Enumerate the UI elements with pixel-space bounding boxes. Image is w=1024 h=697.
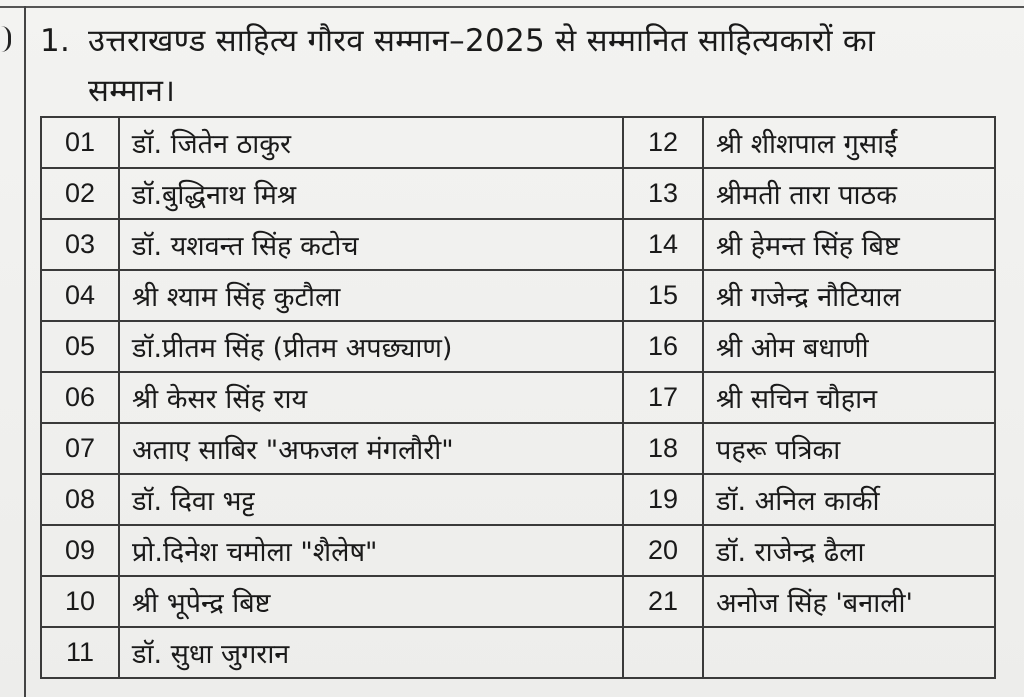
honorees-table <box>40 116 996 679</box>
serial-number-cell: 09 <box>41 525 119 576</box>
table-row <box>41 474 995 525</box>
table-row <box>41 423 995 474</box>
serial-number-cell: 20 <box>623 525 703 576</box>
table-row <box>41 525 995 576</box>
heading-text: उत्तराखण्ड साहित्य गौरव सम्मान–2025 से सम्मानित साहित्यकारों का <box>88 23 876 59</box>
table-row <box>41 627 995 678</box>
honoree-name-cell: डॉ. सुधा जुगरान <box>119 627 623 678</box>
empty-name-cell <box>703 627 995 678</box>
table-row <box>41 219 995 270</box>
heading-line-2: सम्मान। <box>88 73 176 109</box>
honoree-name-cell: अताए साबिर "अफजल मंगलौरी" <box>119 423 623 474</box>
honoree-name-cell: श्रीमती तारा पाठक <box>703 168 995 219</box>
honoree-name-cell: डॉ. राजेन्द्र ढैला <box>703 525 995 576</box>
item-heading <box>40 16 1010 116</box>
table-row <box>41 576 995 627</box>
honoree-name-cell: पहरू पत्रिका <box>703 423 995 474</box>
honoree-name-cell: श्री केसर सिंह राय <box>119 372 623 423</box>
table-row <box>41 372 995 423</box>
serial-number-cell: 18 <box>623 423 703 474</box>
honoree-name-cell: प्रो.दिनेश चमोला "शैलेष" <box>119 525 623 576</box>
honoree-name-cell: डॉ. जितेन ठाकुर <box>119 117 623 168</box>
honoree-name-cell: श्री गजेन्द्र नौटियाल <box>703 270 995 321</box>
serial-number-cell: 19 <box>623 474 703 525</box>
table-row <box>41 117 995 168</box>
honoree-name-cell: डॉ. दिवा भट्ट <box>119 474 623 525</box>
serial-number-cell: 05 <box>41 321 119 372</box>
honoree-name-cell: डॉ.प्रीतम सिंह (प्रीतम अपछ्याण) <box>119 321 623 372</box>
serial-number-cell: 06 <box>41 372 119 423</box>
serial-number-cell: 14 <box>623 219 703 270</box>
serial-number-cell: 15 <box>623 270 703 321</box>
honoree-name-cell: अनोज सिंह 'बनाली' <box>703 576 995 627</box>
serial-number-cell: 17 <box>623 372 703 423</box>
left-margin-rule <box>24 6 26 697</box>
serial-number-cell: 08 <box>41 474 119 525</box>
serial-number-cell: 03 <box>41 219 119 270</box>
honoree-name-cell: श्री श्याम सिंह कुटौला <box>119 270 623 321</box>
table-row <box>41 168 995 219</box>
table-row <box>41 321 995 372</box>
heading-number: 1. <box>40 23 71 59</box>
honoree-name-cell: श्री ओम बधाणी <box>703 321 995 372</box>
left-edge-mark <box>0 26 11 52</box>
serial-number-cell: 12 <box>623 117 703 168</box>
honoree-name-cell: श्री भूपेन्द्र बिष्ट <box>119 576 623 627</box>
honoree-name-cell: डॉ. यशवन्त सिंह कटोच <box>119 219 623 270</box>
serial-number-cell: 13 <box>623 168 703 219</box>
serial-number-cell: 02 <box>41 168 119 219</box>
serial-number-cell: 07 <box>41 423 119 474</box>
honoree-name-cell: श्री हेमन्त सिंह बिष्ट <box>703 219 995 270</box>
serial-number-cell: 11 <box>41 627 119 678</box>
serial-number-cell: 01 <box>41 117 119 168</box>
empty-number-cell <box>623 627 703 678</box>
serial-number-cell: 04 <box>41 270 119 321</box>
serial-number-cell: 16 <box>623 321 703 372</box>
honoree-name-cell: श्री सचिन चौहान <box>703 372 995 423</box>
heading-line-1 <box>40 16 1010 66</box>
honoree-name-cell: डॉ.बुद्धिनाथ मिश्र <box>119 168 623 219</box>
table-row <box>41 270 995 321</box>
top-border-line <box>0 6 1024 8</box>
serial-number-cell: 21 <box>623 576 703 627</box>
honoree-name-cell: डॉ. अनिल कार्की <box>703 474 995 525</box>
serial-number-cell: 10 <box>41 576 119 627</box>
honoree-name-cell: श्री शीशपाल गुसाईं <box>703 117 995 168</box>
